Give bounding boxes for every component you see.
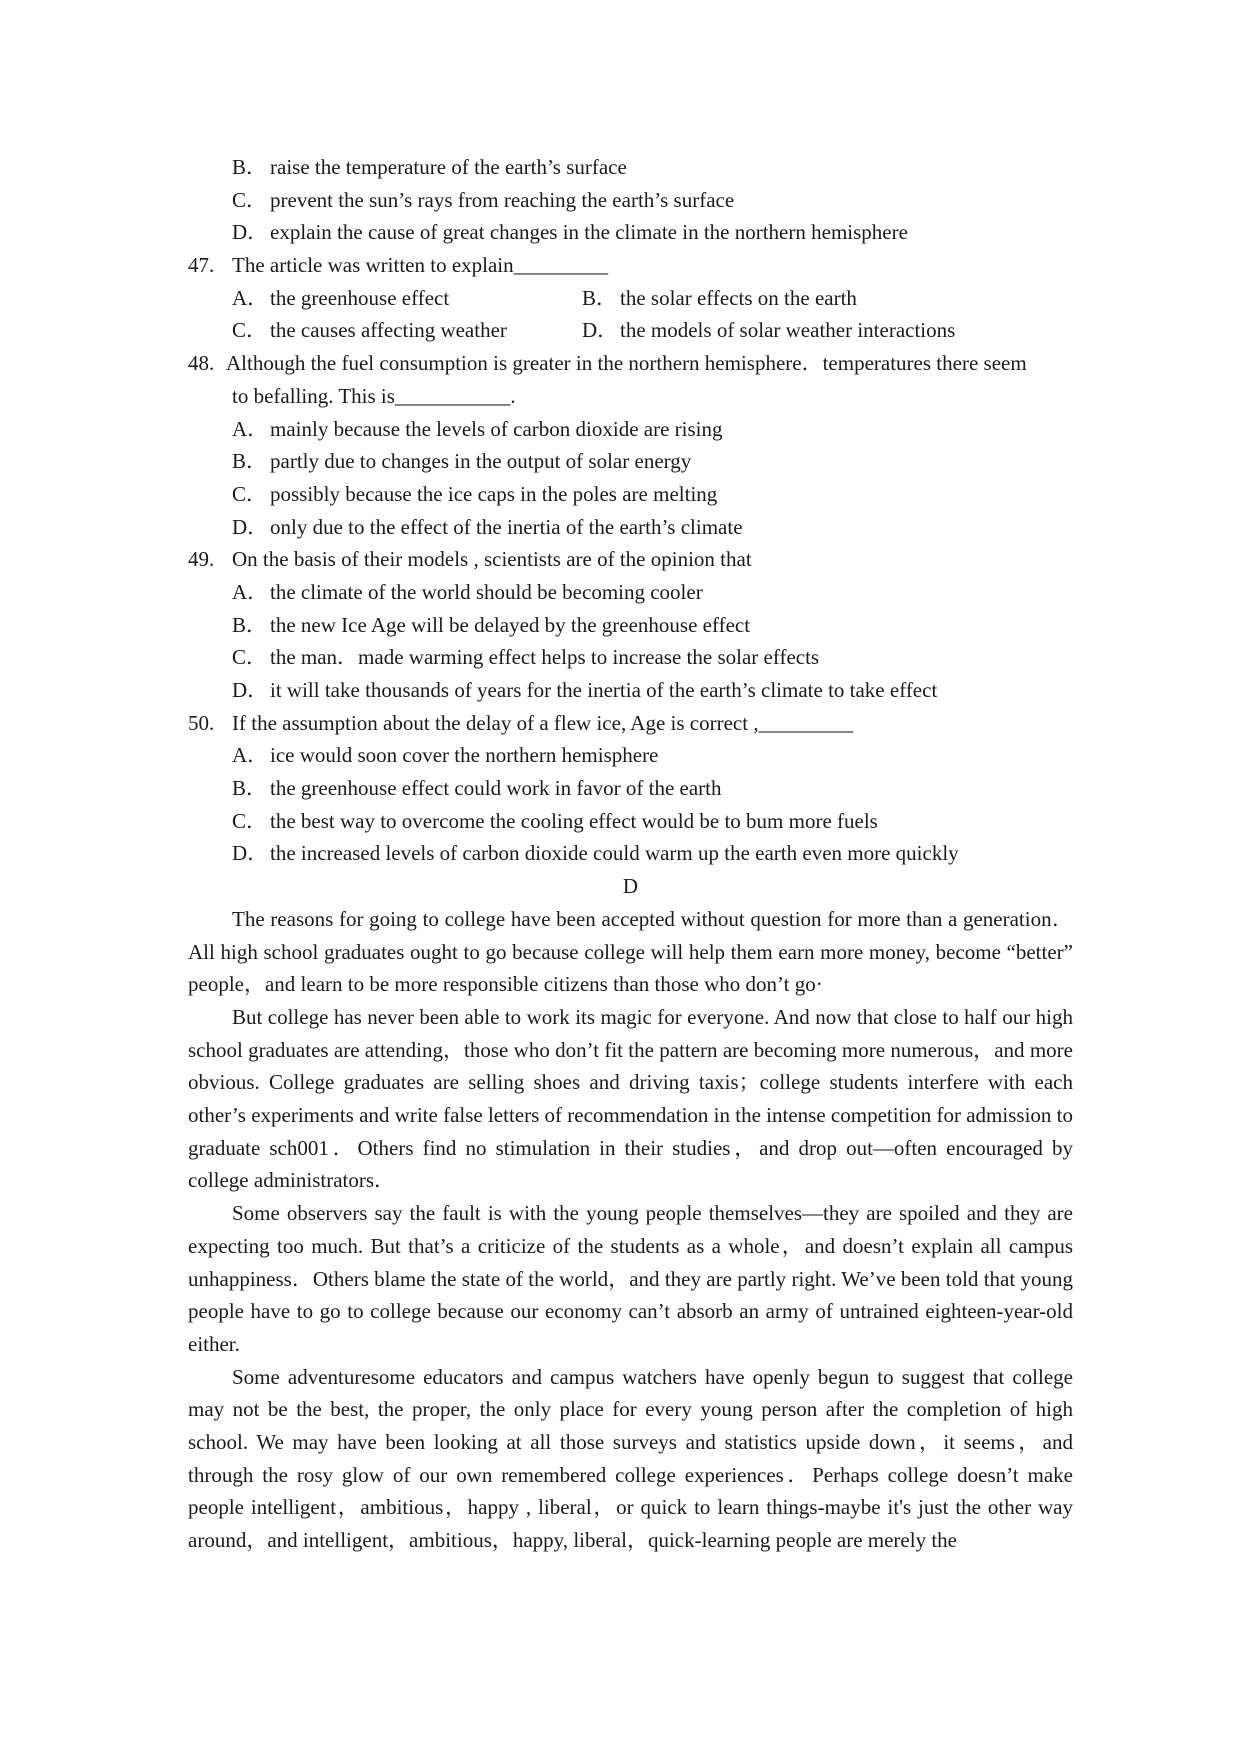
q47-options-row-1 — [188, 282, 1073, 315]
q49-option-b: B． the new Ice Age will be delayed by the greenhouse effect — [232, 612, 751, 637]
page-content — [188, 151, 1073, 1557]
q50-option-a: A．ice would soon cover the northern hemisphere — [232, 743, 659, 768]
q47-option-b: B． the solar effects on the earth — [582, 285, 857, 310]
q50-option-d: D．the increased levels of carbon dioxide could warm up the earth even more quickly — [232, 841, 959, 866]
q47-options-row-2 — [188, 314, 1073, 347]
q48-stem-continued: to befalling. This is___________. — [232, 383, 516, 408]
q50-option-b: B． the greenhouse effect could work in favor of the earth — [232, 776, 722, 801]
q47-option-c: C． the causes affecting weather — [232, 318, 507, 343]
q50-option-c: C． the best way to overcome the cooling effect would be to bum more fuels — [232, 808, 878, 833]
q46-option-c: C． prevent the sun’s rays from reaching the earth’s surface — [232, 187, 735, 212]
q48-stem: 48. Although the fuel consumption is greater in the northern hemisphere．temperatures there seem — [188, 351, 1027, 376]
q47-option-d: D．the models of solar weather interactions — [582, 318, 956, 343]
q50-stem: 50. If the assumption about the delay of a flew ice, Age is correct ,_________ — [188, 710, 854, 735]
q47-option-a: A．the greenhouse effect — [232, 285, 450, 310]
section-label: D — [622, 874, 639, 899]
q48-option-b: B． partly due to changes in the output of solar energy — [232, 449, 692, 474]
q48-option-c: C． possibly because the ice caps in the poles are melting — [232, 481, 718, 506]
passage-paragraph: But college has never been able to work its magic for everyone. And now that close to half our high school graduates are attending，those who don’t fit the pattern are becoming more numerous，and more obvious. College graduates are selling shoes and driving taxis；college students interfere with each other’s experiments and write false letters of recommendation in the intense competition for admission to graduate sch001．Others find no stimulation in their studies，and drop out—often encouraged by college administrators． — [188, 1004, 1073, 1193]
q48-option-d: D．only due to the effect of the inertia of the earth’s climate — [232, 514, 743, 539]
q49-option-c: C． the man．made warming effect helps to increase the solar effects — [232, 645, 820, 670]
q49-option-d: D．it will take thousands of years for the inertia of the earth’s climate to take effect — [232, 678, 938, 702]
passage-paragraph: Some observers say the fault is with the young people themselves—they are spoiled and they are expecting too much. But that’s a criticize of the students as a whole，and doesn’t explain all campus unhappiness．Others blame the state of the world，and they are partly right. We’ve been told that young people have to go to college because our economy can’t absorb an army of untrained eighteen-year-old either. — [188, 1201, 1073, 1356]
q49-stem: 49. On the basis of their models , scientists are of the opinion that — [188, 547, 752, 572]
q47-stem: 47. The article was written to explain_________ — [188, 253, 609, 278]
q49-option-a: A．the climate of the world should be becoming cooler — [232, 579, 703, 604]
passage-paragraph: The reasons for going to college have been accepted without question for more than a generation．All high school graduates ought to go because college will help them earn more money, become “better” people，and learn to be more responsible citizens than those who don’t go· — [188, 906, 1073, 997]
q46-option-b: B． raise the temperature of the earth’s surface — [232, 155, 627, 179]
q48-option-a: A．mainly because the levels of carbon dioxide are rising — [232, 416, 723, 441]
q46-option-d: D．explain the cause of great changes in the climate in the northern hemisphere — [232, 220, 908, 245]
passage-paragraph: Some adventuresome educators and campus watchers have openly begun to suggest that college may not be the best, the proper, the only place for every young person after the completion of high school. We may have been looking at all those surveys and statistics upside down，it seems，and through the rosy glow of our own remembered college experiences．Perhaps college doesn’t make people intelligent，ambitious，happy , liberal，or quick to learn things-maybe it's just the other way around，and intelligent，ambitious，happy, liberal，quick-learning people are merely the — [188, 1364, 1073, 1553]
passage-d — [188, 903, 1073, 1557]
